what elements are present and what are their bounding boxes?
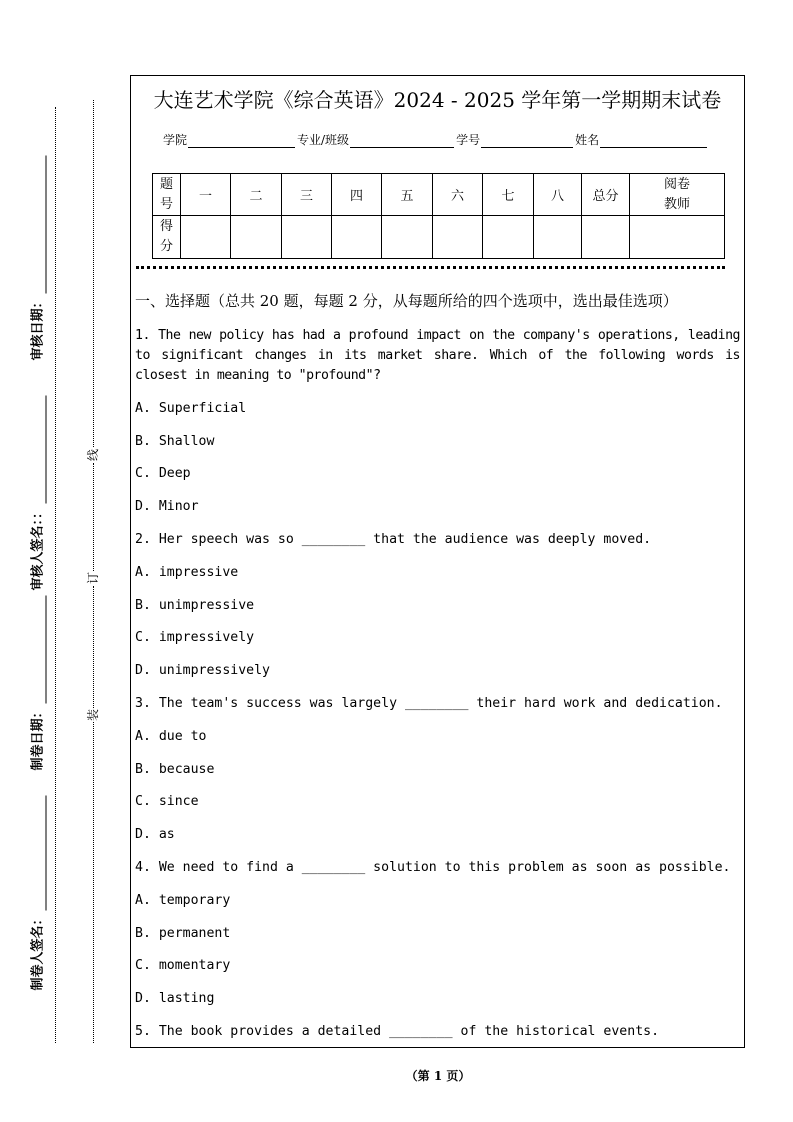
binding-char-staple: 订 — [86, 572, 100, 585]
grader-label: 阅卷教师 — [663, 176, 690, 212]
score-cell-1 — [181, 216, 231, 259]
score-cell-5 — [382, 216, 433, 259]
approver-signature-line — [31, 395, 46, 503]
approver-signature-field — [30, 395, 46, 590]
score-cell-4 — [332, 216, 382, 259]
option: D. Minor — [135, 499, 199, 515]
compiler-signature-line — [31, 795, 46, 910]
section-header-1: 一 — [181, 174, 231, 216]
option: A. impressive — [135, 564, 239, 580]
section-header-5: 五 — [382, 174, 433, 216]
option: B. Shallow — [135, 433, 215, 449]
score-cell-3 — [282, 216, 332, 259]
grader-cell — [630, 216, 725, 259]
compile-date-line — [31, 595, 46, 703]
score-row-header — [153, 216, 181, 259]
name-blank — [600, 133, 707, 148]
college-blank — [188, 133, 295, 148]
question-stem: 5. The book provides a detailed ________ of the historical events. — [135, 1023, 660, 1039]
score-cell-6 — [433, 216, 483, 259]
option: C. impressively — [135, 630, 255, 646]
question-stem: 1. The new policy has had a profound impact on the company's operations, leading to significant changes in its market share. Which of the following words is closest in meaning to "profound"? — [135, 328, 748, 383]
college-label: 学院 — [163, 133, 188, 147]
compile-date-label: 制卷日期： — [30, 704, 45, 770]
compiler-signature-field — [30, 795, 46, 990]
dotted-separator — [136, 266, 725, 269]
option: B. unimpressive — [135, 597, 255, 613]
option: D. unimpressively — [135, 663, 270, 679]
option: A. due to — [135, 728, 207, 744]
total-score-cell — [582, 216, 630, 259]
approval-date-field — [30, 155, 46, 360]
section-header-6: 六 — [433, 174, 483, 216]
question-number-header — [153, 174, 181, 216]
option: C. Deep — [135, 466, 191, 482]
option: A. Superficial — [135, 400, 247, 416]
binding-char-bind: 装 — [86, 709, 100, 722]
section-header-3: 三 — [282, 174, 332, 216]
section-header-7: 七 — [483, 174, 534, 216]
total-score-header: 总分 — [582, 174, 630, 216]
section-header-2: 二 — [231, 174, 282, 216]
binding-char-line: 线 — [86, 449, 100, 462]
score-cell-2 — [231, 216, 282, 259]
exam-title: 大连艺术学院《综合英语》2024 - 2025 学年第一学期期末试卷 — [153, 88, 722, 112]
section-header-4: 四 — [332, 174, 382, 216]
question-stem: 3. The team's success was largely ________ their hard work and dedication. — [135, 695, 723, 711]
major-class-label: 专业/班级 — [297, 133, 350, 147]
outer-dotted-line — [55, 107, 56, 1043]
option: A. temporary — [135, 892, 231, 908]
score-row-label: 得分 — [159, 219, 173, 254]
binding-dotted-segment — [93, 722, 94, 1043]
option: D. as — [135, 827, 175, 843]
student-id-label: 学号 — [456, 133, 481, 147]
binding-dotted-segment — [93, 586, 94, 708]
score-cell-7 — [483, 216, 534, 259]
option: B. because — [135, 761, 215, 777]
option: C. since — [135, 794, 199, 810]
major-class-blank — [350, 133, 454, 148]
question-section — [135, 291, 748, 1055]
option: D. lasting — [135, 991, 215, 1007]
option: B. permanent — [135, 925, 231, 941]
score-table — [152, 173, 725, 259]
student-info-line — [163, 131, 709, 148]
grader-header — [630, 174, 725, 216]
question-stem: 2. Her speech was so ________ that the audience was deeply moved. — [135, 531, 652, 547]
student-id-blank — [481, 133, 573, 148]
approval-date-line — [31, 155, 46, 293]
compile-date-field — [30, 595, 46, 770]
section-heading: 一、选择题（总共 20 题，每题 2 分，从每题所给的四个选项中，选出最佳选项） — [135, 292, 678, 310]
binding-dotted-segment — [93, 100, 94, 447]
section-header-8: 八 — [534, 174, 582, 216]
binding-dotted-segment — [93, 463, 94, 571]
score-table-score-row — [153, 216, 725, 259]
score-cell-8 — [534, 216, 582, 259]
page-number: （第 1 页） — [405, 1069, 471, 1083]
compiler-signature-label: 制卷人签名： — [30, 911, 45, 990]
score-table-header-row — [153, 174, 725, 216]
name-label: 姓名 — [575, 133, 600, 147]
approval-date-label: 审核日期： — [30, 294, 45, 360]
option: C. momentary — [135, 958, 231, 974]
question-number-label: 题号 — [159, 176, 173, 212]
approver-signature-label: 审核人签名：： — [30, 505, 45, 590]
question-stem: 4. We need to find a ________ solution to this problem as soon as possible. — [135, 859, 731, 875]
